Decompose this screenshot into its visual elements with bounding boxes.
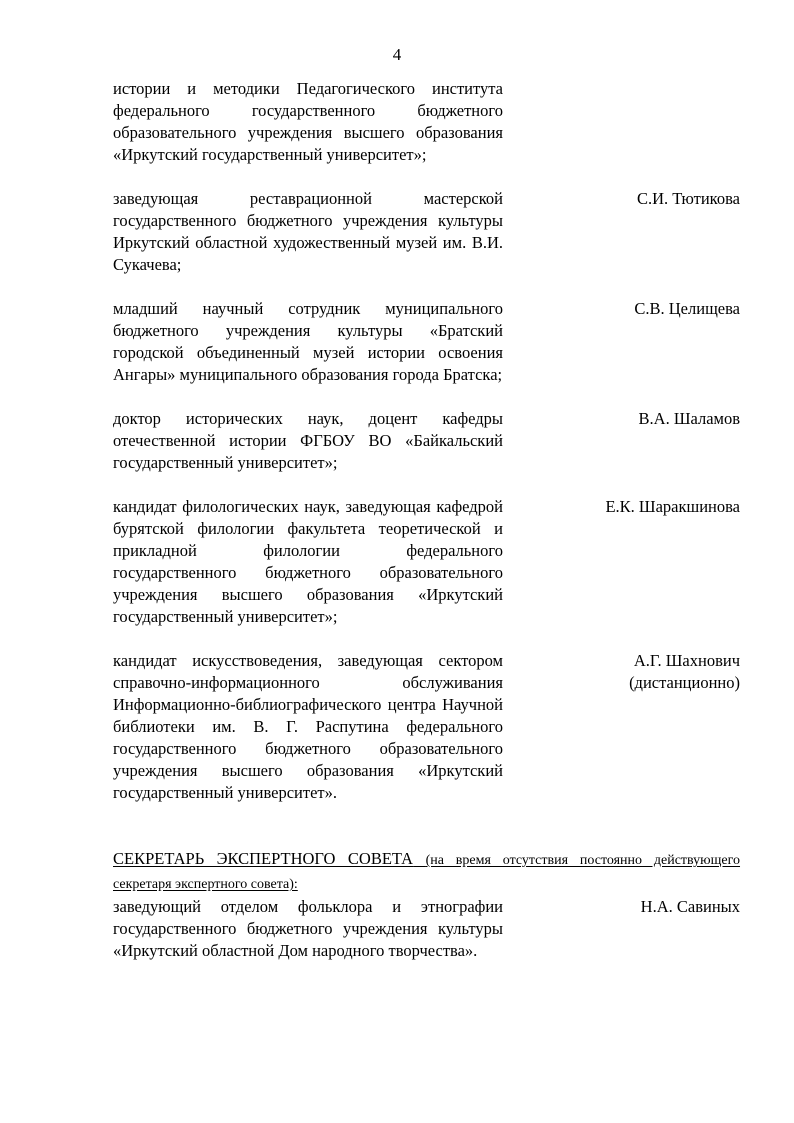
secretary-section-heading [113, 848, 740, 896]
member-attendance-note: (дистанционно) [629, 673, 740, 692]
council-member-entry [113, 188, 740, 276]
member-duty-text: истории и методики Педагогического института федерального государственного бюджетного образовательного учреждения высшего образования «Иркутский государственный университет»; [113, 79, 503, 164]
member-duty-text: кандидат филологических наук, заведующая кафедрой бурятской филологии факультета теоретической и прикладной филологии федерального государственного бюджетного образовательного учреждения высшего образования «Иркутский государственный университет»; [113, 497, 503, 626]
council-member-entry [113, 408, 740, 474]
member-name-column [510, 496, 740, 518]
secretary-heading-main: СЕКРЕТАРЬ ЭКСПЕРТНОГО СОВЕТА [113, 849, 414, 868]
document-body [113, 78, 740, 962]
secretary-name-column [510, 896, 740, 918]
member-duty-text: доктор исторических наук, доцент кафедры отечественной истории ФГБОУ ВО «Байкальский государственный университет»; [113, 409, 503, 472]
council-member-entry [113, 298, 740, 386]
secretary-entry [113, 896, 740, 962]
secretary-duty-text: заведующий отделом фольклора и этнографии государственного бюджетного учреждения культуры «Иркутский областной Дом народного творчества». [113, 897, 503, 960]
member-name-column [510, 650, 740, 694]
council-member-entry [113, 650, 740, 804]
page-number: 4 [392, 45, 402, 64]
member-name: Е.К. Шаракшинова [605, 497, 740, 516]
member-name: А.Г. Шахнович [633, 651, 740, 670]
secretary-name: Н.А. Савиных [640, 897, 740, 916]
member-name-column [510, 188, 740, 210]
council-member-entry [113, 78, 740, 166]
member-name: С.В. Целищева [634, 299, 740, 318]
member-name-column [510, 298, 740, 320]
secretary-heading-note: (на время отсутствия постоянно действующего секретаря экспертного совета): [113, 853, 741, 892]
member-duty-text: заведующая реставрационной мастерской государственного бюджетного учреждения культуры Иркутский областной художественный музей им. В.И. Сукачева; [113, 189, 503, 274]
member-name: В.А. Шаламов [638, 409, 740, 428]
member-name: С.И. Тютикова [636, 189, 740, 208]
member-name-column [510, 408, 740, 430]
member-duty-text: кандидат искусствоведения, заведующая сектором справочно-информационного обслуживания Информационно-библиографического центра Научной библиотеки им. В. Г. Распутина федерального государственного бюджетного образовательного учреждения высшего образования «Иркутский государственный университет». [113, 651, 503, 802]
member-duty-text: младший научный сотрудник муниципального бюджетного учреждения культуры «Братский городской объединенный музей истории освоения Ангары» муниципального образования города Братска; [113, 299, 503, 384]
council-member-entry [113, 496, 740, 628]
